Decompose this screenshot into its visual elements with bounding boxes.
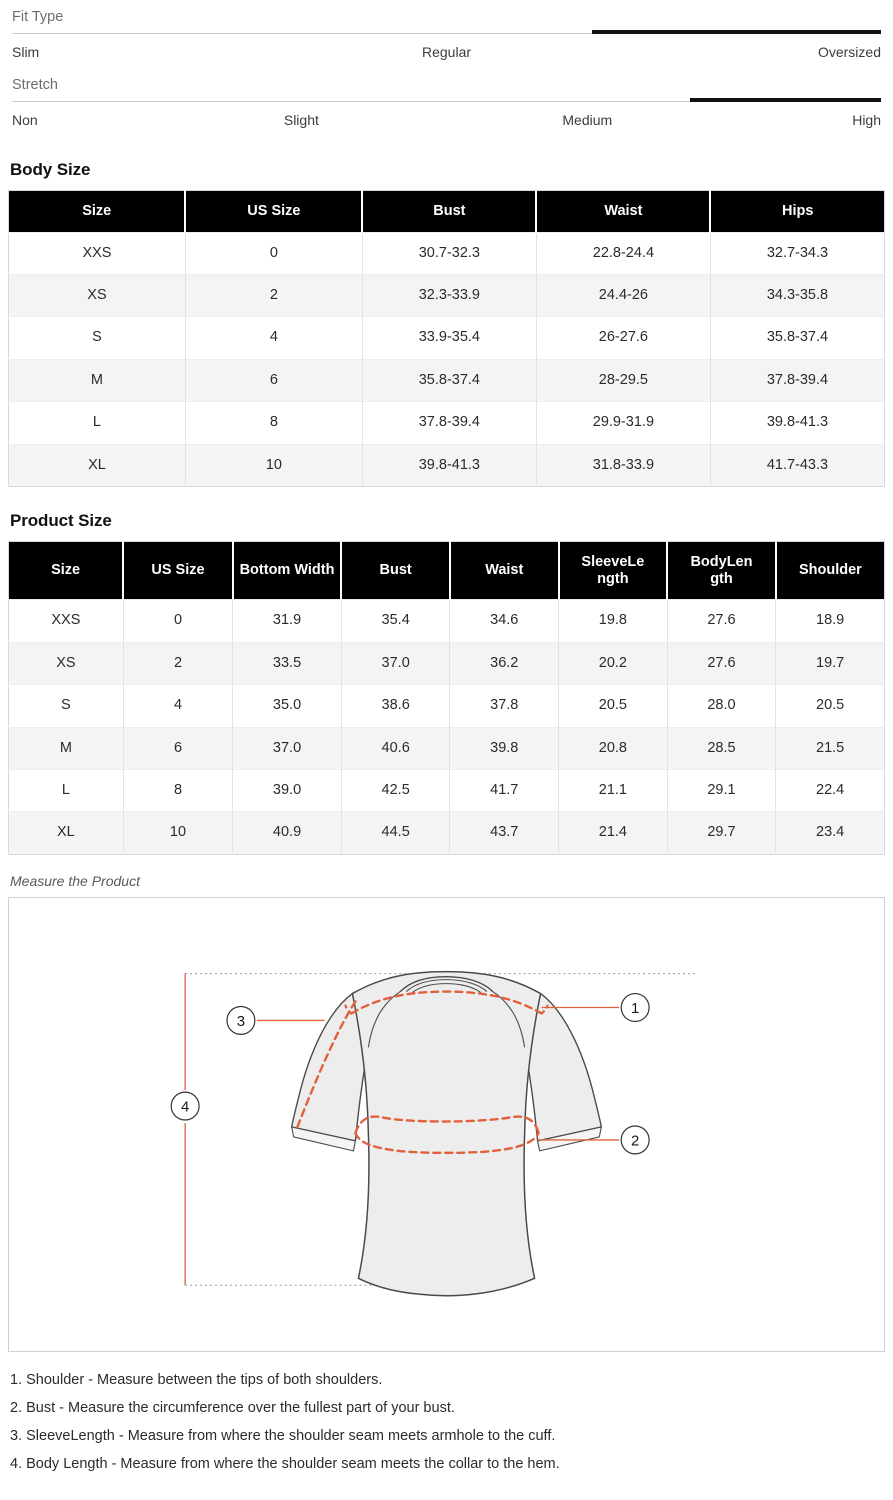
fit-type-option-regular[interactable]: Regular	[421, 44, 472, 60]
callout-1	[621, 993, 649, 1021]
product-size-heading: Product Size	[10, 511, 112, 531]
column-header-bust: Bust	[341, 542, 450, 600]
column-header-shoulder: Shoulder	[776, 542, 885, 600]
callout-3	[227, 1006, 255, 1034]
table-row	[9, 232, 885, 274]
stretch-track[interactable]	[12, 98, 881, 106]
table-cell: 35.8-37.4	[362, 359, 536, 401]
table-cell: 37.8-39.4	[362, 402, 536, 444]
cell-size: XL	[9, 444, 186, 486]
table-cell: 21.4	[559, 812, 668, 854]
cell-size: M	[9, 359, 186, 401]
body-size-table-wrap	[0, 190, 893, 487]
fit-type-track[interactable]	[12, 30, 881, 38]
callout-1-number: 1	[631, 999, 640, 1017]
table-header-row	[9, 542, 885, 600]
table-cell: 35.0	[233, 685, 342, 727]
column-header-body-length: BodyLen gth	[667, 542, 776, 600]
product-size-table-wrap	[0, 541, 893, 855]
table-cell: 19.8	[559, 600, 668, 642]
table-cell: 35.4	[341, 600, 450, 642]
cell-size: XL	[9, 812, 124, 854]
tshirt-measurement-diagram	[9, 898, 884, 1351]
cell-size: L	[9, 769, 124, 811]
table-cell: 6	[185, 359, 362, 401]
tshirt-illustration	[292, 971, 602, 1295]
table-cell: 27.6	[667, 600, 776, 642]
table-cell: 37.8	[450, 685, 559, 727]
table-cell: 2	[185, 275, 362, 317]
table-cell: 24.4-26	[536, 275, 710, 317]
table-cell: 6	[123, 727, 232, 769]
table-cell: 38.6	[341, 685, 450, 727]
table-cell: 42.5	[341, 769, 450, 811]
table-cell: 19.7	[776, 642, 885, 684]
note-item-1: 1. Shoulder - Measure between the tips of both shoulders.	[10, 1371, 383, 1388]
fit-type-slider-group	[0, 0, 893, 68]
column-header-hips: Hips	[710, 191, 884, 233]
stretch-slider-group	[0, 68, 893, 136]
table-cell: 4	[185, 317, 362, 359]
table-cell: 32.7-34.3	[710, 232, 884, 274]
fit-type-option-slim[interactable]: Slim	[12, 44, 40, 60]
table-cell: 40.9	[233, 812, 342, 854]
table-row	[9, 444, 885, 486]
cell-size: XS	[9, 642, 124, 684]
cell-size: L	[9, 402, 186, 444]
table-cell: 0	[123, 600, 232, 642]
shirt-body	[352, 971, 540, 1295]
table-cell: 22.4	[776, 769, 885, 811]
table-cell: 34.3-35.8	[710, 275, 884, 317]
table-row	[9, 359, 885, 401]
fit-type-label: Fit Type	[12, 9, 64, 25]
callout-4	[171, 1092, 199, 1120]
table-row	[9, 769, 885, 811]
cell-size: S	[9, 317, 186, 359]
table-cell: 28.0	[667, 685, 776, 727]
table-cell: 31.9	[233, 600, 342, 642]
note-item-4: 4. Body Length - Measure from where the shoulder seam meets the collar to the hem.	[10, 1455, 560, 1472]
stretch-option-medium[interactable]: Medium	[562, 112, 613, 128]
table-cell: 37.0	[341, 642, 450, 684]
table-row	[9, 685, 885, 727]
table-cell: 31.8-33.9	[536, 444, 710, 486]
table-cell: 20.5	[776, 685, 885, 727]
column-header-waist: Waist	[450, 542, 559, 600]
table-cell: 20.8	[559, 727, 668, 769]
table-cell: 27.6	[667, 642, 776, 684]
cell-size: XXS	[9, 600, 124, 642]
table-cell: 34.6	[450, 600, 559, 642]
table-cell: 10	[123, 812, 232, 854]
table-cell: 22.8-24.4	[536, 232, 710, 274]
column-header-sleeve-length: SleeveLe ngth	[559, 542, 668, 600]
table-cell: 39.8-41.3	[362, 444, 536, 486]
table-cell: 40.6	[341, 727, 450, 769]
table-cell: 30.7-32.3	[362, 232, 536, 274]
table-cell: 2	[123, 642, 232, 684]
callout-4-number: 4	[180, 1098, 190, 1116]
table-cell: 10	[185, 444, 362, 486]
stretch-option-high[interactable]: High	[852, 112, 881, 128]
table-row	[9, 642, 885, 684]
stretch-option-non[interactable]: Non	[12, 112, 38, 128]
table-cell: 37.8-39.4	[710, 359, 884, 401]
table-cell: 35.8-37.4	[710, 317, 884, 359]
table-cell: 33.5	[233, 642, 342, 684]
table-cell: 39.8-41.3	[710, 402, 884, 444]
callout-2	[621, 1126, 649, 1154]
column-header-size: Size	[9, 542, 124, 600]
table-cell: 20.5	[559, 685, 668, 727]
measurement-notes-list	[0, 1352, 893, 1478]
column-header-waist: Waist	[536, 191, 710, 233]
table-cell: 32.3-33.9	[362, 275, 536, 317]
table-cell: 28.5	[667, 727, 776, 769]
table-row	[9, 727, 885, 769]
fit-type-tick-labels	[12, 38, 881, 68]
measure-the-product-caption: Measure the Product	[10, 872, 140, 889]
stretch-tick-labels	[12, 106, 881, 136]
column-header-us-size: US Size	[123, 542, 232, 600]
cell-size: XS	[9, 275, 186, 317]
table-cell: 44.5	[341, 812, 450, 854]
measure-diagram-box	[8, 897, 885, 1352]
table-row	[9, 600, 885, 642]
cell-size: S	[9, 685, 124, 727]
table-row	[9, 402, 885, 444]
fit-type-track-fill	[592, 30, 881, 34]
table-cell: 41.7-43.3	[710, 444, 884, 486]
table-row	[9, 812, 885, 854]
note-item-3: 3. SleeveLength - Measure from where the shoulder seam meets armhole to the cuff.	[10, 1427, 556, 1444]
column-header-bottom-width: Bottom Width	[233, 542, 342, 600]
product-size-table	[8, 541, 885, 855]
stretch-option-slight[interactable]: Slight	[283, 112, 319, 128]
body-size-table	[8, 190, 885, 487]
table-cell: 39.8	[450, 727, 559, 769]
table-cell: 0	[185, 232, 362, 274]
table-cell: 18.9	[776, 600, 885, 642]
note-item-2: 2. Bust - Measure the circumference over the fullest part of your bust.	[10, 1399, 455, 1416]
table-cell: 26-27.6	[536, 317, 710, 359]
table-cell: 29.7	[667, 812, 776, 854]
fit-type-option-oversized[interactable]: Oversized	[817, 44, 881, 60]
cell-size: M	[9, 727, 124, 769]
column-header-us-size: US Size	[185, 191, 362, 233]
table-header-row	[9, 191, 885, 233]
table-cell: 23.4	[776, 812, 885, 854]
callout-3-number: 3	[236, 1012, 246, 1030]
table-cell: 36.2	[450, 642, 559, 684]
table-cell: 33.9-35.4	[362, 317, 536, 359]
table-row	[9, 317, 885, 359]
table-cell: 29.9-31.9	[536, 402, 710, 444]
callout-2-number: 2	[631, 1132, 640, 1150]
table-cell: 21.1	[559, 769, 668, 811]
table-cell: 43.7	[450, 812, 559, 854]
table-cell: 29.1	[667, 769, 776, 811]
table-row	[9, 275, 885, 317]
table-cell: 4	[123, 685, 232, 727]
stretch-label: Stretch	[12, 77, 58, 93]
table-cell: 39.0	[233, 769, 342, 811]
table-cell: 8	[185, 402, 362, 444]
table-cell: 41.7	[450, 769, 559, 811]
column-header-size: Size	[9, 191, 186, 233]
table-cell: 21.5	[776, 727, 885, 769]
column-header-bust: Bust	[362, 191, 536, 233]
cell-size: XXS	[9, 232, 186, 274]
body-size-heading: Body Size	[10, 160, 91, 179]
table-cell: 8	[123, 769, 232, 811]
stretch-track-fill	[690, 98, 881, 102]
table-cell: 37.0	[233, 727, 342, 769]
table-cell: 28-29.5	[536, 359, 710, 401]
table-cell: 20.2	[559, 642, 668, 684]
